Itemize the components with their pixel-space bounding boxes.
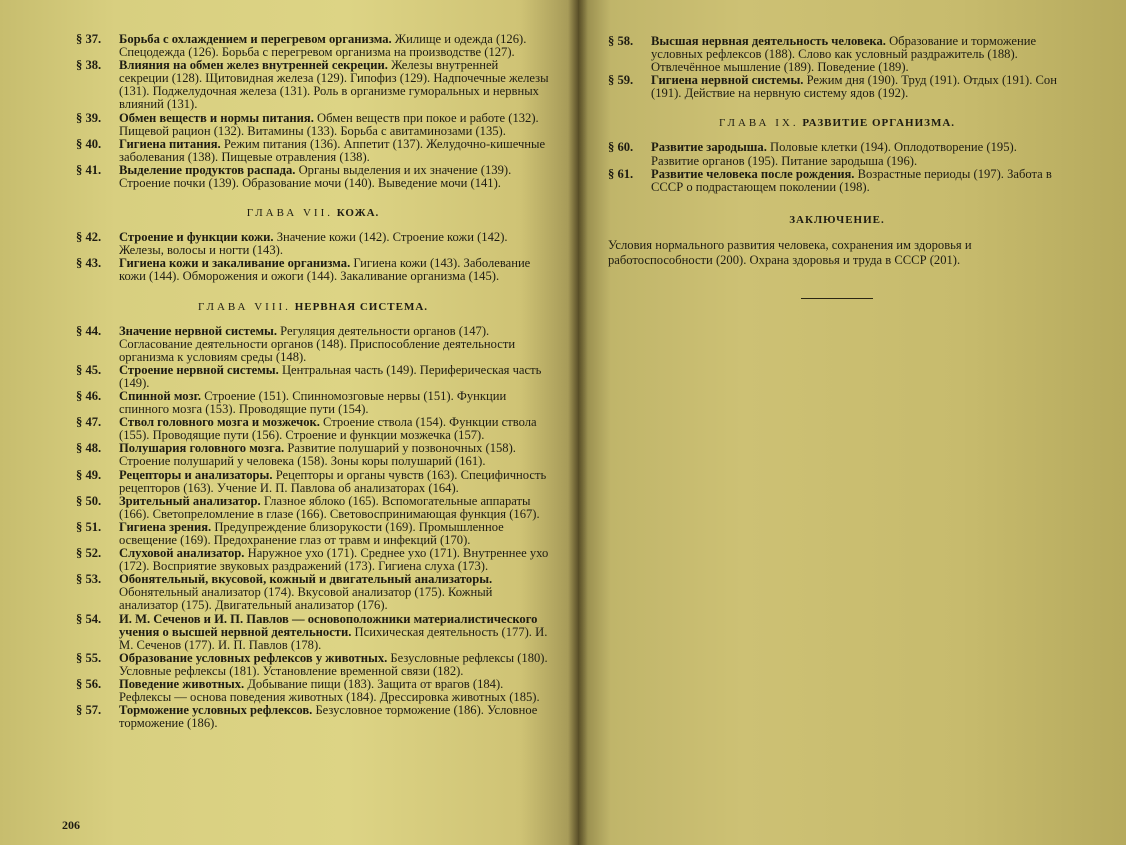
toc-entry [76,613,550,652]
section-topics: Железы внутренней секреции (128). Щитовидная железа (129). Гипофиз (129). Надпочечные железы (131). Поджелудочная железа (131). Роль в организме гуморальных и нервных влияний (131). [119,58,549,112]
section-number: § 42. [76,230,102,245]
toc-entry [76,469,550,495]
conclusion-text: Условия нормального развития человека, сохранения им здоровья и работоспособности (200). Охрана здоровья и труда в СССР (201). [608,237,972,267]
section-number: § 41. [76,162,102,177]
section-number: § 57. [76,703,102,718]
chapter-heading-8 [76,301,550,313]
section-title: Значение нервной системы. [119,323,278,338]
toc-entry [76,59,550,111]
section-title: Гигиена кожи и закаливание организма. [119,256,351,271]
section-topics: Регуляция деятельности органов (147). Согласование деятельности органов (148). Приспособление деятельности организма к условиям среды (148). [119,323,516,364]
toc-section-chapter7 [76,231,550,283]
section-topics: Психическая деятельность (177). И. М. Сеченов (177). И. П. Павлов (178). [119,624,548,652]
section-topics: Добывание пищи (183). Защита от врагов (184). Рефлексы — основа поведения животных (184). Дрессировка животных (185). [119,677,540,705]
toc-entry [76,390,550,416]
section-number: § 53. [76,572,102,587]
section-title: Слуховой анализатор. [119,546,245,561]
section-title: Гигиена нервной системы. [651,73,804,88]
section-number: § 45. [76,362,102,377]
chapter-label: ГЛАВА VIII. [197,300,291,313]
toc-entry [76,325,550,364]
section-topics: Строение (151). Спинномозговые нервы (151). Функции спинного мозга (153). Проводящие пути (154). [119,388,507,417]
section-title: Борьба с охлаждением и перегревом организма. [119,32,392,46]
section-number: § 51. [76,519,102,534]
section-number: § 40. [76,136,102,151]
section-title: Гигиена зрения. [119,519,212,534]
toc-entry [76,416,550,442]
toc-entry [608,141,1066,167]
section-topics: Значение кожи (142). Строение кожи (142). Железы, волосы и ногти (143). [119,230,508,258]
section-topics: Безусловные рефлексы (180). Условные рефлексы (181). Установление временной связи (182). [119,650,548,678]
section-topics: Безусловное торможение (186). Условное торможение (186). [119,703,538,731]
section-topics: Наружное ухо (171). Среднее ухо (171). Внутреннее ухо (172). Восприятие звуковых раздражений (173). Гигиена слуха (173). [119,546,549,574]
section-title: Торможение условных рефлексов. [119,703,313,718]
chapter-name: КОЖА. [336,207,380,220]
section-topics: Рецепторы и органы чувств (163). Специфичность рецепторов (163). Учение И. П. Павлова об анализаторах (164). [119,467,547,495]
section-number: § 60. [608,140,634,155]
toc-section-chapter9 [608,141,1066,193]
section-topics: Режим питания (136). Аппетит (137). Желудочно-кишечные заболевания (138). Пищевые отравления (138). [119,136,546,164]
section-topics: Образование и торможение условных рефлексов (188). Слово как условный раздражитель (188). Отвлечённое мышление (189). Поведение (189). [651,34,1037,75]
section-topics: Органы выделения и их значение (139). Строение почки (139). Образование мочи (140). Выведение мочи (141). [119,162,512,191]
section-number: § 46. [76,388,102,403]
section-number: § 61. [608,166,634,181]
section-topics: Развитие полушарий у позвоночных (158). Строение полушарий у человека (158). Зоны коры полушарий (161). [119,441,516,469]
section-title: Строение нервной системы. [119,362,279,377]
toc-section-chapter6-tail [76,33,550,190]
section-number: § 39. [76,110,102,125]
section-title: Выделение продуктов распада. [119,162,296,177]
toc-section-chapter8-tail [608,35,1066,100]
section-title: Развитие человека после рождения. [651,166,855,181]
toc-entry [76,442,550,468]
section-topics: Обмен веществ при покое и работе (132). Пищевой рацион (132). Витамины (133). Борьба с авитаминозами (135). [119,110,539,138]
section-number: § 49. [76,467,102,482]
toc-entry [608,168,1066,194]
section-topics: Обонятельный анализатор (174). Вкусовой анализатор (175). Кожный анализатор (175). Двигательный анализатор (176). [119,585,493,613]
toc-entry [76,164,550,190]
section-title: Строение и функции кожи. [119,230,274,245]
section-title: Образование условных рефлексов у животных. [119,650,388,665]
end-divider [801,298,873,299]
section-number: § 38. [76,58,102,73]
section-title: И. М. Сеченов и И. П. Павлов — основоположники материалистического учения о высшей нервной деятельности. [119,611,538,639]
section-topics: Гигиена кожи (143). Заболевание кожи (144). Обморожения и ожоги (144). Закаливание организма (145). [119,256,531,284]
toc-entry [76,704,550,730]
section-number: § 37. [76,32,102,46]
section-title: Рецепторы и анализаторы. [119,467,273,482]
section-number: § 54. [76,611,102,626]
toc-entry [76,257,550,283]
toc-entry [76,112,550,138]
toc-entry [76,33,550,59]
section-title: Развитие зародыша. [651,140,767,155]
section-title: Высшая нервная деятельность человека. [651,34,886,48]
section-topics: Строение ствола (154). Функции ствола (155). Проводящие пути (156). Строение и функции мозжечка (157). [119,415,537,443]
toc-entry [76,231,550,257]
section-title: Влияния на обмен желез внутренней секреции. [119,58,388,73]
right-page [578,0,1126,845]
chapter-label: ГЛАВА VII. [246,207,333,220]
toc-entry [76,573,550,612]
toc-entry [76,521,550,547]
book-gutter [568,0,588,845]
chapter-name: РАЗВИТИЕ ОРГАНИЗМА. [802,117,956,130]
page-number: 206 [62,818,80,832]
toc-entry [76,495,550,521]
conclusion-heading: ЗАКЛЮЧЕНИЕ. [789,213,885,226]
section-number: § 43. [76,256,102,271]
toc-entry [76,138,550,164]
section-topics: Возрастные периоды (197). Забота в СССР о подрастающем поколении (198). [651,166,1052,194]
section-topics: Центральная часть (149). Периферическая часть (149). [119,362,542,390]
chapter-heading-9 [608,117,1066,129]
chapter-heading-7 [76,207,550,219]
toc-entry [76,547,550,573]
section-title: Обмен веществ и нормы питания. [119,110,314,125]
toc-entry [608,74,1066,100]
section-topics: Половые клетки (194). Оплодотворение (195). Развитие органов (195). Питание зародыша (196). [651,140,1017,168]
section-topics: Глазное яблоко (165). Вспомогательные аппараты (166). Светопреломление в глазе (166). Световоспринимающая функция (167). [119,493,540,521]
section-number: § 58. [608,34,634,48]
section-number: § 48. [76,441,102,456]
section-title: Поведение животных. [119,677,245,692]
toc-entry [608,35,1066,74]
section-title: Обонятельный, вкусовой, кожный и двигательный анализаторы. [119,572,493,587]
section-number: § 55. [76,650,102,665]
section-number: § 47. [76,415,102,430]
section-title: Спинной мозг. [119,388,202,403]
toc-entry [76,364,550,390]
chapter-label: ГЛАВА IX. [718,117,799,130]
section-title: Зрительный анализатор. [119,493,261,508]
section-number: § 56. [76,677,102,692]
section-number: § 52. [76,546,102,561]
section-topics: Режим дня (190). Труд (191). Отдых (191). Сон (191). Действие на нервную систему ядов (192). [651,73,1057,101]
section-topics: Жилище и одежда (126). Спецодежда (126). Борьба с перегревом организма на производстве (127). [119,32,527,60]
chapter-name: НЕРВНАЯ СИСТЕМА. [294,300,429,313]
section-title: Ствол головного мозга и мозжечок. [119,415,320,430]
section-title: Гигиена питания. [119,136,221,151]
section-number: § 44. [76,323,102,338]
toc-entry [76,652,550,678]
section-number: § 50. [76,493,102,508]
section-topics: Предупреждение близорукости (169). Промышленное освещение (169). Предохранение глаз от травм и инфекций (170). [119,519,504,547]
section-number: § 59. [608,73,634,88]
section-title: Полушария головного мозга. [119,441,285,456]
toc-section-chapter8 [76,325,550,731]
toc-entry [76,678,550,704]
